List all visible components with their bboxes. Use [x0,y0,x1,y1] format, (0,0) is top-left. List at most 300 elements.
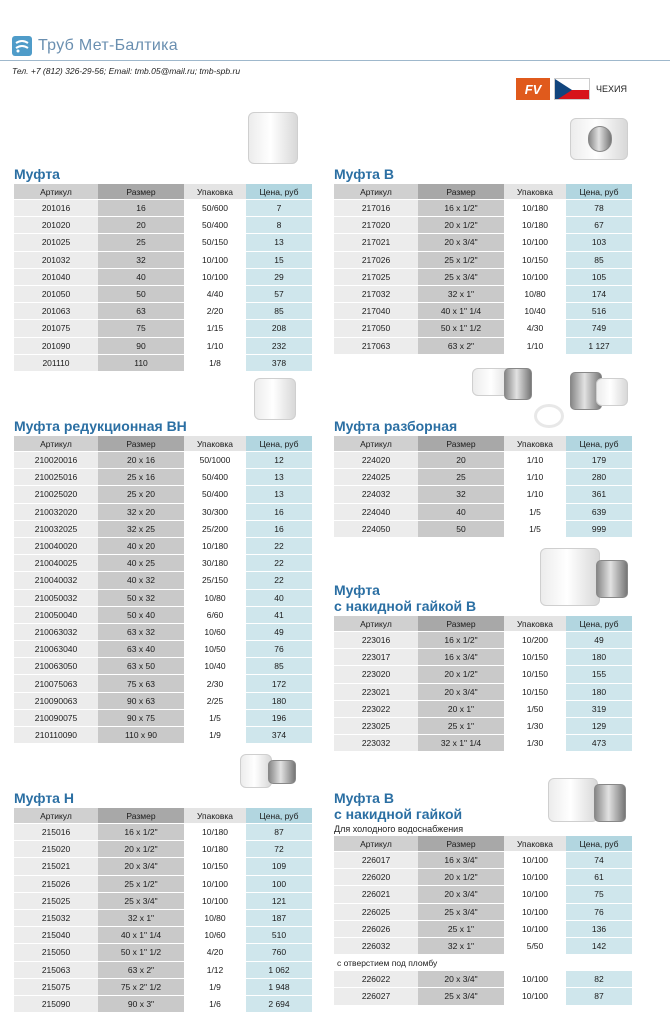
price-cell: 75 [566,886,632,903]
article-cell: 223025 [334,717,418,734]
price-table [334,616,632,752]
column-header: Упаковка [504,184,566,200]
column-header: Цена, руб [246,436,312,452]
table-row [14,978,312,995]
price-cell: 87 [566,988,632,1005]
pack-cell: 10/150 [504,649,566,666]
column-header: Артикул [334,184,418,200]
table-header-row [334,836,632,852]
article-cell: 223016 [334,632,418,649]
table-row [14,927,312,944]
column-header: Размер [98,436,184,452]
size-cell: 25 x 1/2" [418,251,504,268]
pack-cell: 1/5 [184,709,246,726]
price-cell: 85 [246,303,312,320]
article-cell: 210063040 [14,641,98,658]
table-row [334,520,632,537]
size-cell: 40 x 25 [98,555,184,572]
table-row [334,717,632,734]
union-image-plastic-2 [596,378,628,406]
size-cell: 75 x 63 [98,675,184,692]
pack-cell: 10/80 [504,285,566,302]
column-header: Размер [98,184,184,200]
price-cell: 76 [566,903,632,920]
price-cell: 13 [246,486,312,503]
size-cell: 25 x 20 [98,486,184,503]
price-cell: 67 [566,217,632,234]
size-cell: 16 x 3/4" [418,852,504,869]
table-row [334,683,632,700]
size-cell: 40 [98,268,184,285]
pack-cell: 50/600 [184,200,246,217]
size-cell: 40 x 1" 1/4 [418,303,504,320]
table-row [14,503,312,520]
table-row [14,320,312,337]
article-cell: 215021 [14,858,98,875]
size-cell: 25 x 3/4" [418,903,504,920]
pack-cell: 4/20 [184,944,246,961]
pack-cell: 1/15 [184,320,246,337]
table-row [334,268,632,285]
price-cell: 361 [566,486,632,503]
size-cell: 20 x 1/2" [98,841,184,858]
section-title: Муфта редукционная ВН [14,418,187,434]
price-cell: 749 [566,320,632,337]
pack-cell: 10/150 [504,666,566,683]
size-cell: 20 [98,217,184,234]
price-cell: 22 [246,537,312,554]
article-cell: 226025 [334,903,418,920]
price-cell: 187 [246,909,312,926]
article-cell: 215040 [14,927,98,944]
size-cell: 32 x 20 [98,503,184,520]
column-header: Артикул [334,436,418,452]
article-cell: 226026 [334,920,418,937]
size-cell: 110 x 90 [98,727,184,744]
table-row [14,841,312,858]
header [12,36,178,56]
pack-cell: 50/400 [184,486,246,503]
price-cell: 109 [246,858,312,875]
table-row [14,909,312,926]
section-title: Муфта разборная [334,418,458,434]
size-cell: 32 x 1" 1/4 [418,735,504,752]
pack-cell: 4/30 [504,320,566,337]
article-cell: 215075 [14,978,98,995]
size-cell: 90 x 75 [98,709,184,726]
pack-cell: 4/40 [184,285,246,302]
size-cell: 20 x 1" [418,700,504,717]
price-cell: 49 [566,632,632,649]
column-header: Размер [98,808,184,824]
price-table [14,184,312,372]
size-cell: 25 x 1" [418,717,504,734]
section-title: Муфта Н [14,790,74,806]
column-header: Артикул [14,184,98,200]
section-title-line1: Муфта В [334,790,394,806]
size-cell: 90 x 3" [98,995,184,1012]
table-row [14,675,312,692]
price-cell: 29 [246,268,312,285]
size-cell: 25 [98,234,184,251]
article-cell: 201063 [14,303,98,320]
price-cell: 129 [566,717,632,734]
price-cell: 61 [566,869,632,886]
table-row [334,920,632,937]
article-cell: 226027 [334,988,418,1005]
price-cell: 57 [246,285,312,302]
table-row [334,320,632,337]
pack-cell: 10/100 [504,971,566,988]
table-row [334,886,632,903]
table-row [14,961,312,978]
size-cell: 25 x 3/4" [98,892,184,909]
size-cell: 63 x 40 [98,641,184,658]
pack-cell: 10/100 [184,251,246,268]
section-note: Для холодного водоснабжения [334,824,464,834]
article-cell: 215050 [14,944,98,961]
article-cell: 210040032 [14,572,98,589]
table-row [334,852,632,869]
size-cell: 50 x 32 [98,589,184,606]
article-cell: 210050040 [14,606,98,623]
article-cell: 215016 [14,824,98,841]
article-cell: 210110090 [14,727,98,744]
column-header: Цена, руб [246,808,312,824]
size-cell: 90 x 63 [98,692,184,709]
table-row [334,632,632,649]
price-cell: 136 [566,920,632,937]
price-cell: 7 [246,200,312,217]
column-header: Размер [418,836,504,852]
union-image-metal-1 [504,368,532,400]
table-row [14,486,312,503]
pack-cell: 10/100 [184,875,246,892]
article-cell: 226017 [334,852,418,869]
column-header: Цена, руб [566,184,632,200]
pack-cell: 1/10 [504,486,566,503]
price-cell: 319 [566,700,632,717]
size-cell: 32 [418,486,504,503]
section-mufta-v [334,166,632,355]
pack-cell: 10/100 [504,920,566,937]
size-cell: 20 x 16 [98,452,184,469]
size-cell: 50 [418,520,504,537]
table-row [14,858,312,875]
size-cell: 63 x 2" [418,337,504,354]
pack-cell: 10/180 [184,537,246,554]
section-title-line2: с накидной гайкой [334,806,463,822]
column-header: Упаковка [504,836,566,852]
article-cell: 215063 [14,961,98,978]
table-header-row [334,616,632,632]
table-header-row [14,808,312,824]
article-cell: 224050 [334,520,418,537]
article-cell: 210025016 [14,469,98,486]
table-row [334,452,632,469]
size-cell: 32 x 25 [98,520,184,537]
column-header: Цена, руб [246,184,312,200]
article-cell: 210090063 [14,692,98,709]
table-row [334,503,632,520]
pack-cell: 50/400 [184,217,246,234]
table-row [14,623,312,640]
table-row [334,869,632,886]
section-mufta-union [334,418,632,538]
column-header: Упаковка [504,436,566,452]
article-cell: 223021 [334,683,418,700]
price-cell: 49 [246,623,312,640]
article-cell: 224040 [334,503,418,520]
price-cell: 87 [246,824,312,841]
pack-cell: 10/180 [184,841,246,858]
article-cell: 210075063 [14,675,98,692]
fv-logo: FV [516,78,550,100]
table-row [14,285,312,302]
size-cell: 25 x 3/4" [418,988,504,1005]
coupling-v-image-metal [588,126,612,152]
pack-cell: 10/100 [504,852,566,869]
article-cell: 226022 [334,971,418,988]
manufacturer-badge [516,78,627,100]
table-row [14,727,312,744]
article-cell: 217026 [334,251,418,268]
pack-cell: 10/150 [504,251,566,268]
table-row [334,903,632,920]
article-cell: 210050032 [14,589,98,606]
article-cell: 210032020 [14,503,98,520]
pack-cell: 10/100 [504,886,566,903]
price-cell: 16 [246,520,312,537]
price-cell: 8 [246,217,312,234]
price-cell: 760 [246,944,312,961]
column-header: Размер [418,184,504,200]
price-cell: 180 [246,692,312,709]
company-logo-icon [12,36,32,56]
size-cell: 63 [98,303,184,320]
column-header: Цена, руб [566,436,632,452]
price-cell: 85 [566,251,632,268]
table-row [14,555,312,572]
table-row [14,268,312,285]
table-header-row [14,184,312,200]
price-cell: 105 [566,268,632,285]
size-cell: 75 x 2" 1/2 [98,978,184,995]
table-row [14,537,312,554]
pack-cell: 1/9 [184,727,246,744]
pack-cell: 1/10 [504,337,566,354]
price-cell: 516 [566,303,632,320]
article-cell: 201075 [14,320,98,337]
table-row [334,649,632,666]
table-row [334,251,632,268]
size-cell: 32 x 1" [418,285,504,302]
size-cell: 20 x 3/4" [418,886,504,903]
table-row [14,692,312,709]
size-cell: 110 [98,354,184,371]
article-cell: 201040 [14,268,98,285]
table-row [14,200,312,217]
price-cell: 82 [566,971,632,988]
size-cell: 63 x 2" [98,961,184,978]
price-cell: 208 [246,320,312,337]
price-cell: 510 [246,927,312,944]
size-cell: 50 x 1" 1/2 [418,320,504,337]
size-cell: 16 x 1/2" [418,632,504,649]
size-cell: 16 x 1/2" [418,200,504,217]
section-mufta-nut [334,582,632,752]
table-row [14,709,312,726]
pack-cell: 2/25 [184,692,246,709]
table-row [14,824,312,841]
table-row [334,234,632,251]
table-row [14,452,312,469]
size-cell: 32 x 1" [98,909,184,926]
price-table [14,808,312,1013]
price-cell: 2 694 [246,995,312,1012]
price-cell: 196 [246,709,312,726]
pack-cell: 10/50 [184,641,246,658]
price-table [14,436,312,744]
table-row [14,572,312,589]
article-cell: 215025 [14,892,98,909]
article-cell: 210063050 [14,658,98,675]
price-cell: 76 [246,641,312,658]
article-cell: 223022 [334,700,418,717]
article-cell: 201090 [14,337,98,354]
size-cell: 25 x 3/4" [418,268,504,285]
size-cell: 25 [418,469,504,486]
pack-cell: 2/20 [184,303,246,320]
table-row [14,337,312,354]
column-header: Размер [418,616,504,632]
table-row [14,354,312,371]
table-row [14,251,312,268]
article-cell: 215032 [14,909,98,926]
table-row [14,606,312,623]
pack-cell: 10/100 [504,903,566,920]
size-cell: 20 x 3/4" [418,234,504,251]
column-header: Цена, руб [566,836,632,852]
table-row [334,666,632,683]
section-mufta [14,166,312,372]
price-cell: 15 [246,251,312,268]
header-divider [0,60,670,61]
price-cell: 378 [246,354,312,371]
article-cell: 226020 [334,869,418,886]
size-cell: 16 x 1/2" [98,824,184,841]
table-row [14,892,312,909]
article-cell: 201016 [14,200,98,217]
table-row [14,303,312,320]
pack-cell: 50/150 [184,234,246,251]
article-cell: 210025020 [14,486,98,503]
price-cell: 374 [246,727,312,744]
pack-cell: 10/180 [184,824,246,841]
table-header-row [334,436,632,452]
pack-cell: 10/150 [504,683,566,700]
article-cell: 224032 [334,486,418,503]
article-cell: 201032 [14,251,98,268]
pack-cell: 50/400 [184,469,246,486]
article-cell: 224025 [334,469,418,486]
coupling-n-image-metal [268,760,296,784]
pack-cell: 6/60 [184,606,246,623]
price-table [334,436,632,538]
article-cell: 215020 [14,841,98,858]
price-cell: 232 [246,337,312,354]
price-cell: 179 [566,452,632,469]
size-cell: 20 x 3/4" [418,971,504,988]
price-cell: 280 [566,469,632,486]
size-cell: 40 x 32 [98,572,184,589]
article-cell: 217032 [334,285,418,302]
pack-cell: 10/180 [504,200,566,217]
size-cell: 25 x 1" [418,920,504,937]
column-header: Артикул [14,436,98,452]
pack-cell: 25/150 [184,572,246,589]
price-cell: 121 [246,892,312,909]
article-cell: 217063 [334,337,418,354]
size-cell: 20 [418,452,504,469]
pack-cell: 10/100 [504,268,566,285]
pack-cell: 1/9 [184,978,246,995]
pack-cell: 1/6 [184,995,246,1012]
article-cell: 223017 [334,649,418,666]
table-row [14,217,312,234]
brand-name: Труб Мет-Балтика [38,37,178,54]
column-header: Артикул [334,616,418,632]
price-cell: 13 [246,234,312,251]
pack-cell: 1/10 [504,469,566,486]
contacts: Тел. +7 (812) 326-29-56; Email: tmb.05@mail.ru; tmb-spb.ru [12,66,241,76]
price-cell: 172 [246,675,312,692]
pack-cell: 10/40 [184,658,246,675]
article-cell: 226032 [334,937,418,954]
price-cell: 103 [566,234,632,251]
table-row [14,469,312,486]
size-cell: 75 [98,320,184,337]
price-cell: 12 [246,452,312,469]
price-cell: 180 [566,649,632,666]
table-header-row [14,436,312,452]
table-row [14,234,312,251]
section-mufta-v-nut [334,790,632,1006]
pack-cell: 1/8 [184,354,246,371]
size-cell: 32 [98,251,184,268]
section-mufta-n [14,790,312,1013]
section-title: Муфта [14,166,60,182]
section-title: Муфта В [334,166,394,182]
size-cell: 16 [98,200,184,217]
size-cell: 16 x 3/4" [418,649,504,666]
table-row [14,995,312,1012]
size-cell: 20 x 1/2" [418,869,504,886]
article-cell: 223020 [334,666,418,683]
pack-cell: 5/50 [504,937,566,954]
pack-cell: 10/100 [504,988,566,1005]
table-row [334,988,632,1005]
table-row [334,303,632,320]
table-row [14,658,312,675]
size-cell: 20 x 1/2" [418,217,504,234]
pack-cell: 1/10 [504,452,566,469]
pack-cell: 25/200 [184,520,246,537]
price-cell: 40 [246,589,312,606]
article-cell: 210040025 [14,555,98,572]
article-cell: 210090075 [14,709,98,726]
pack-cell: 50/1000 [184,452,246,469]
